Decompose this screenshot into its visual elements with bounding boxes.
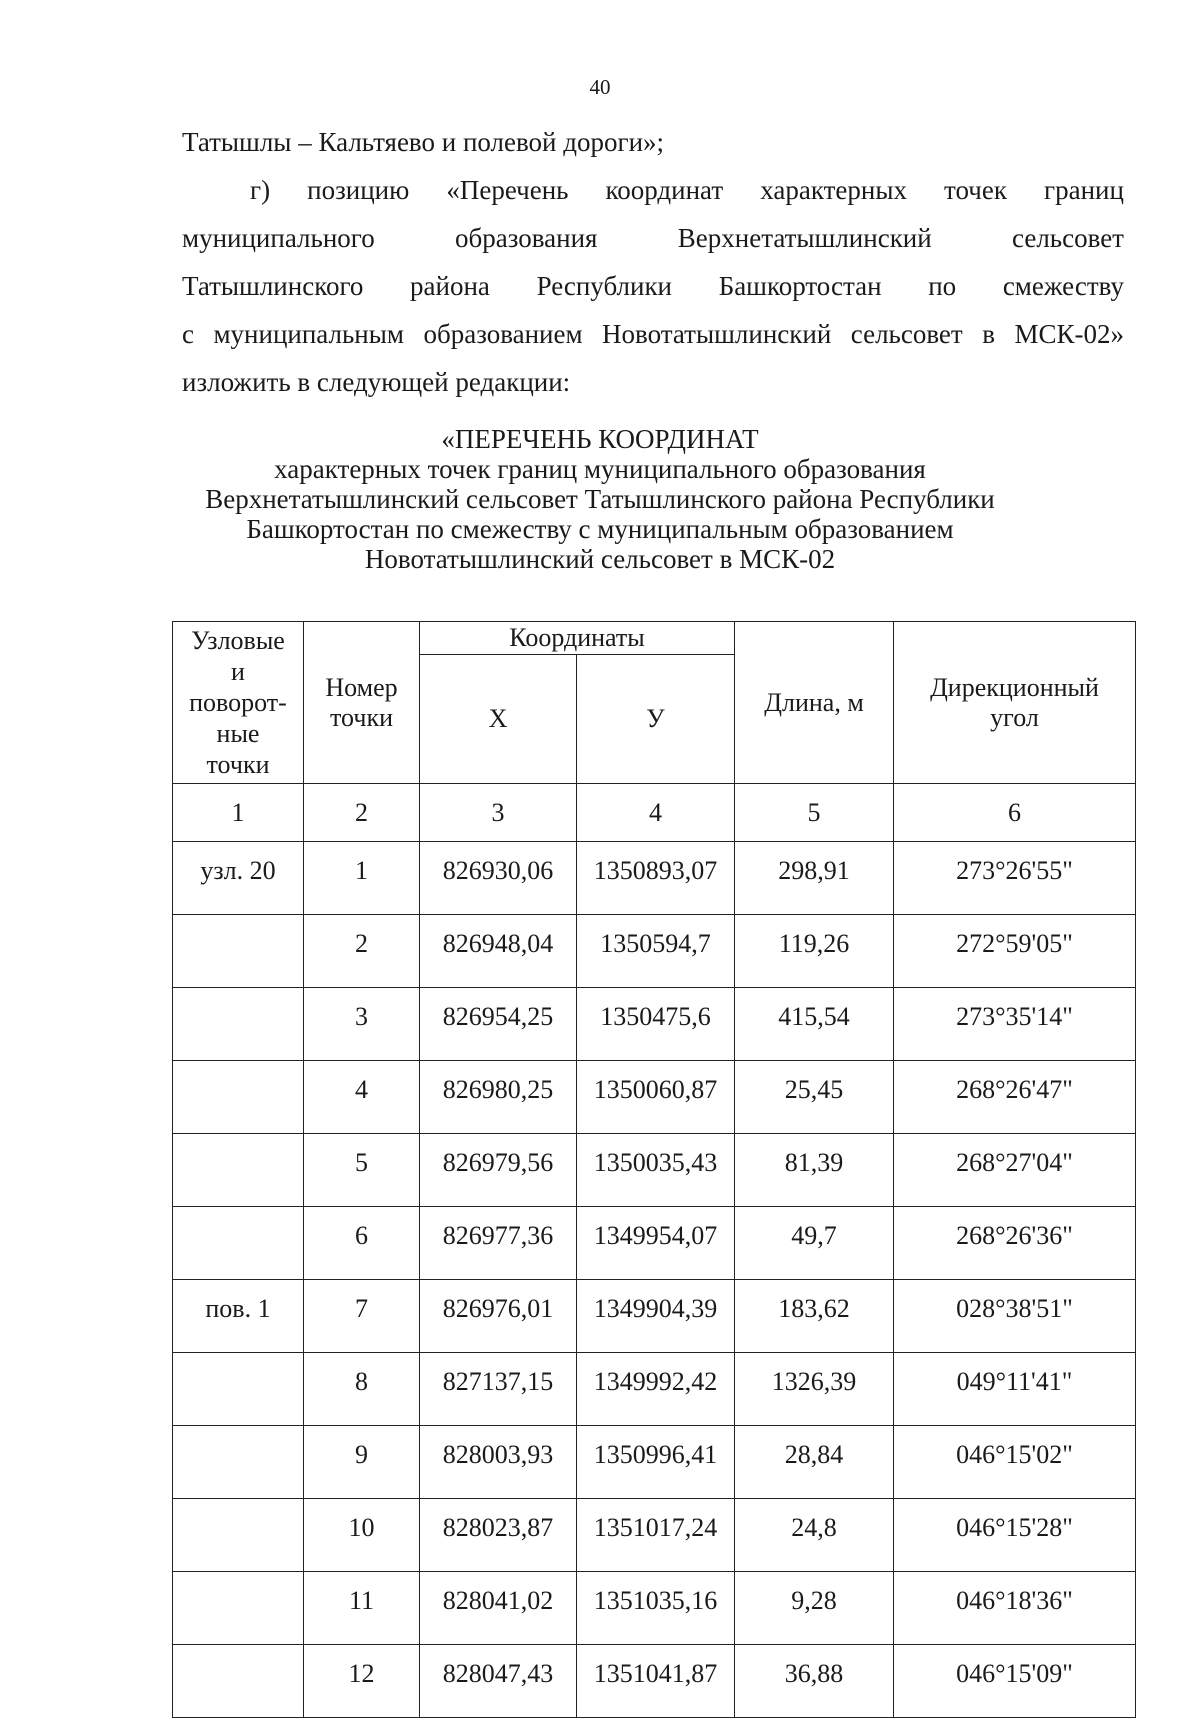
- node-cell: [173, 988, 304, 1061]
- x-coordinate-cell: 828003,93: [420, 1426, 577, 1499]
- paragraph-line: [182, 358, 1124, 406]
- header-angle: [894, 622, 1136, 784]
- x-coordinate-cell: 826977,36: [420, 1207, 577, 1280]
- direction-angle-cell: 272°59'05": [894, 915, 1136, 988]
- title-line: «ПЕРЕЧЕНЬ КООРДИНАТ: [441, 424, 759, 454]
- direction-angle-cell: 028°38'51": [894, 1280, 1136, 1353]
- word: с: [182, 319, 194, 349]
- word: точек: [944, 175, 1007, 205]
- word: Татышлинского: [182, 271, 364, 301]
- word: в: [982, 319, 995, 349]
- length-cell: 28,84: [735, 1426, 894, 1499]
- table-row: [173, 988, 1136, 1061]
- length-cell: 9,28: [735, 1572, 894, 1645]
- header-row: [173, 622, 1136, 655]
- intro-line: Татышлы – Кальтяево и полевой дороги»;: [182, 127, 665, 157]
- paragraph-line: [182, 214, 1124, 262]
- word: сельсовет: [1012, 223, 1124, 253]
- header-text: поворот-: [189, 688, 287, 717]
- node-cell: узл. 20: [173, 842, 304, 915]
- y-coordinate-cell: 1350475,6: [577, 988, 735, 1061]
- y-coordinate-cell: 1349904,39: [577, 1280, 735, 1353]
- node-cell: [173, 1207, 304, 1280]
- length-cell: 183,62: [735, 1280, 894, 1353]
- word: Верхнетатышлинский: [677, 223, 932, 253]
- header-text: Узловые: [191, 626, 285, 655]
- y-coordinate-cell: 1351035,16: [577, 1572, 735, 1645]
- point-number-cell: 3: [304, 988, 420, 1061]
- header-point-number: [304, 622, 420, 784]
- direction-angle-cell: 046°15'09": [894, 1645, 1136, 1718]
- x-coordinate-cell: 827137,15: [420, 1353, 577, 1426]
- direction-angle-cell: 273°35'14": [894, 988, 1136, 1061]
- header-x: X: [420, 655, 577, 784]
- word: муниципального: [182, 223, 375, 253]
- word: Башкортостан: [718, 271, 882, 301]
- document-title: [150, 424, 1050, 574]
- title-line: Новотатышлинский сельсовет в МСК-02: [364, 544, 836, 574]
- direction-angle-cell: 046°15'02": [894, 1426, 1136, 1499]
- header-y: У: [577, 655, 735, 784]
- column-number: 6: [894, 784, 1136, 842]
- point-number-cell: 10: [304, 1499, 420, 1572]
- y-coordinate-cell: 1351017,24: [577, 1499, 735, 1572]
- node-cell: пов. 1: [173, 1280, 304, 1353]
- word: границ: [1044, 175, 1124, 205]
- node-cell: [173, 915, 304, 988]
- word: образования: [455, 223, 598, 253]
- table-row: [173, 1426, 1136, 1499]
- direction-angle-cell: 046°18'36": [894, 1572, 1136, 1645]
- word: позицию: [307, 175, 410, 205]
- table-row: [173, 1353, 1136, 1426]
- table-row: [173, 1280, 1136, 1353]
- word: характерных: [760, 175, 907, 205]
- table-row: [173, 915, 1136, 988]
- node-cell: [173, 1572, 304, 1645]
- point-number-cell: 7: [304, 1280, 420, 1353]
- x-coordinate-cell: 828023,87: [420, 1499, 577, 1572]
- length-cell: 81,39: [735, 1134, 894, 1207]
- x-coordinate-cell: 826979,56: [420, 1134, 577, 1207]
- table-row: [173, 1645, 1136, 1718]
- point-number-cell: 1: [304, 842, 420, 915]
- word: Республики: [536, 271, 673, 301]
- word: района: [410, 271, 490, 301]
- header-node-type: [173, 622, 304, 784]
- direction-angle-cell: 268°27'04": [894, 1134, 1136, 1207]
- x-coordinate-cell: 828041,02: [420, 1572, 577, 1645]
- column-number: 4: [577, 784, 735, 842]
- node-cell: [173, 1061, 304, 1134]
- point-number-cell: 12: [304, 1645, 420, 1718]
- length-cell: 49,7: [735, 1207, 894, 1280]
- word: по: [928, 271, 957, 301]
- table-row: [173, 1499, 1136, 1572]
- header-text: угол: [990, 702, 1039, 732]
- y-coordinate-cell: 1349954,07: [577, 1207, 735, 1280]
- word: муниципальным: [213, 319, 404, 349]
- word: «Перечень: [446, 175, 569, 205]
- coordinates-table: [172, 621, 1136, 1718]
- word: образованием: [423, 319, 583, 349]
- header-text: и: [231, 657, 245, 686]
- header-text: точки: [330, 702, 393, 732]
- y-coordinate-cell: 1350594,7: [577, 915, 735, 988]
- point-number-cell: 5: [304, 1134, 420, 1207]
- paragraph-line: [182, 262, 1124, 310]
- y-coordinate-cell: 1349992,42: [577, 1353, 735, 1426]
- node-cell: [173, 1426, 304, 1499]
- x-coordinate-cell: 826930,06: [420, 842, 577, 915]
- column-number-row: [173, 784, 1136, 842]
- length-cell: 298,91: [735, 842, 894, 915]
- word: изложить в следующей редакции:: [182, 367, 571, 397]
- point-number-cell: 4: [304, 1061, 420, 1134]
- title-line: Верхнетатышлинский сельсовет Татышлинского района Республики: [205, 484, 995, 514]
- length-cell: 25,45: [735, 1061, 894, 1134]
- page-number: 40: [589, 75, 611, 99]
- direction-angle-cell: 268°26'47": [894, 1061, 1136, 1134]
- header-text: точки: [206, 750, 270, 779]
- word: смежеству: [1002, 271, 1124, 301]
- length-cell: 415,54: [735, 988, 894, 1061]
- length-cell: 119,26: [735, 915, 894, 988]
- direction-angle-cell: 049°11'41": [894, 1353, 1136, 1426]
- direction-angle-cell: 273°26'55": [894, 842, 1136, 915]
- x-coordinate-cell: 828047,43: [420, 1645, 577, 1718]
- point-number-cell: 11: [304, 1572, 420, 1645]
- title-line: характерных точек границ муниципального образования: [274, 454, 926, 484]
- title-line: Башкортостан по смежеству с муниципальным образованием: [246, 514, 954, 544]
- x-coordinate-cell: 826976,01: [420, 1280, 577, 1353]
- x-coordinate-cell: 826954,25: [420, 988, 577, 1061]
- column-number: 3: [420, 784, 577, 842]
- amendment-paragraph: [182, 166, 1124, 406]
- y-coordinate-cell: 1351041,87: [577, 1645, 735, 1718]
- direction-angle-cell: 046°15'28": [894, 1499, 1136, 1572]
- column-number: 1: [173, 784, 304, 842]
- y-coordinate-cell: 1350893,07: [577, 842, 735, 915]
- node-cell: [173, 1499, 304, 1572]
- length-cell: 36,88: [735, 1645, 894, 1718]
- y-coordinate-cell: 1350035,43: [577, 1134, 735, 1207]
- column-number: 5: [735, 784, 894, 842]
- word: координат: [605, 175, 724, 205]
- word: МСК-02»: [1014, 319, 1124, 349]
- header-length: Длина, м: [735, 622, 894, 784]
- word: г): [250, 175, 271, 205]
- y-coordinate-cell: 1350996,41: [577, 1426, 735, 1499]
- table-row: [173, 1572, 1136, 1645]
- x-coordinate-cell: 826948,04: [420, 915, 577, 988]
- direction-angle-cell: 268°26'36": [894, 1207, 1136, 1280]
- table-row: [173, 1134, 1136, 1207]
- table-row: [173, 842, 1136, 915]
- word: Новотатышлинский: [602, 319, 832, 349]
- point-number-cell: 2: [304, 915, 420, 988]
- table-row: [173, 1207, 1136, 1280]
- length-cell: 1326,39: [735, 1353, 894, 1426]
- paragraph-line: [182, 166, 1124, 214]
- node-cell: [173, 1134, 304, 1207]
- node-cell: [173, 1353, 304, 1426]
- header-text: Дирекционный: [930, 672, 1099, 702]
- table-row: [173, 1061, 1136, 1134]
- paragraph-line: [182, 310, 1124, 358]
- header-text: Номер: [325, 672, 398, 702]
- y-coordinate-cell: 1350060,87: [577, 1061, 735, 1134]
- point-number-cell: 9: [304, 1426, 420, 1499]
- x-coordinate-cell: 826980,25: [420, 1061, 577, 1134]
- point-number-cell: 6: [304, 1207, 420, 1280]
- column-number: 2: [304, 784, 420, 842]
- header-coordinates: Координаты: [420, 622, 735, 655]
- point-number-cell: 8: [304, 1353, 420, 1426]
- word: сельсовет: [850, 319, 963, 349]
- length-cell: 24,8: [735, 1499, 894, 1572]
- header-text: ные: [216, 719, 260, 748]
- node-cell: [173, 1645, 304, 1718]
